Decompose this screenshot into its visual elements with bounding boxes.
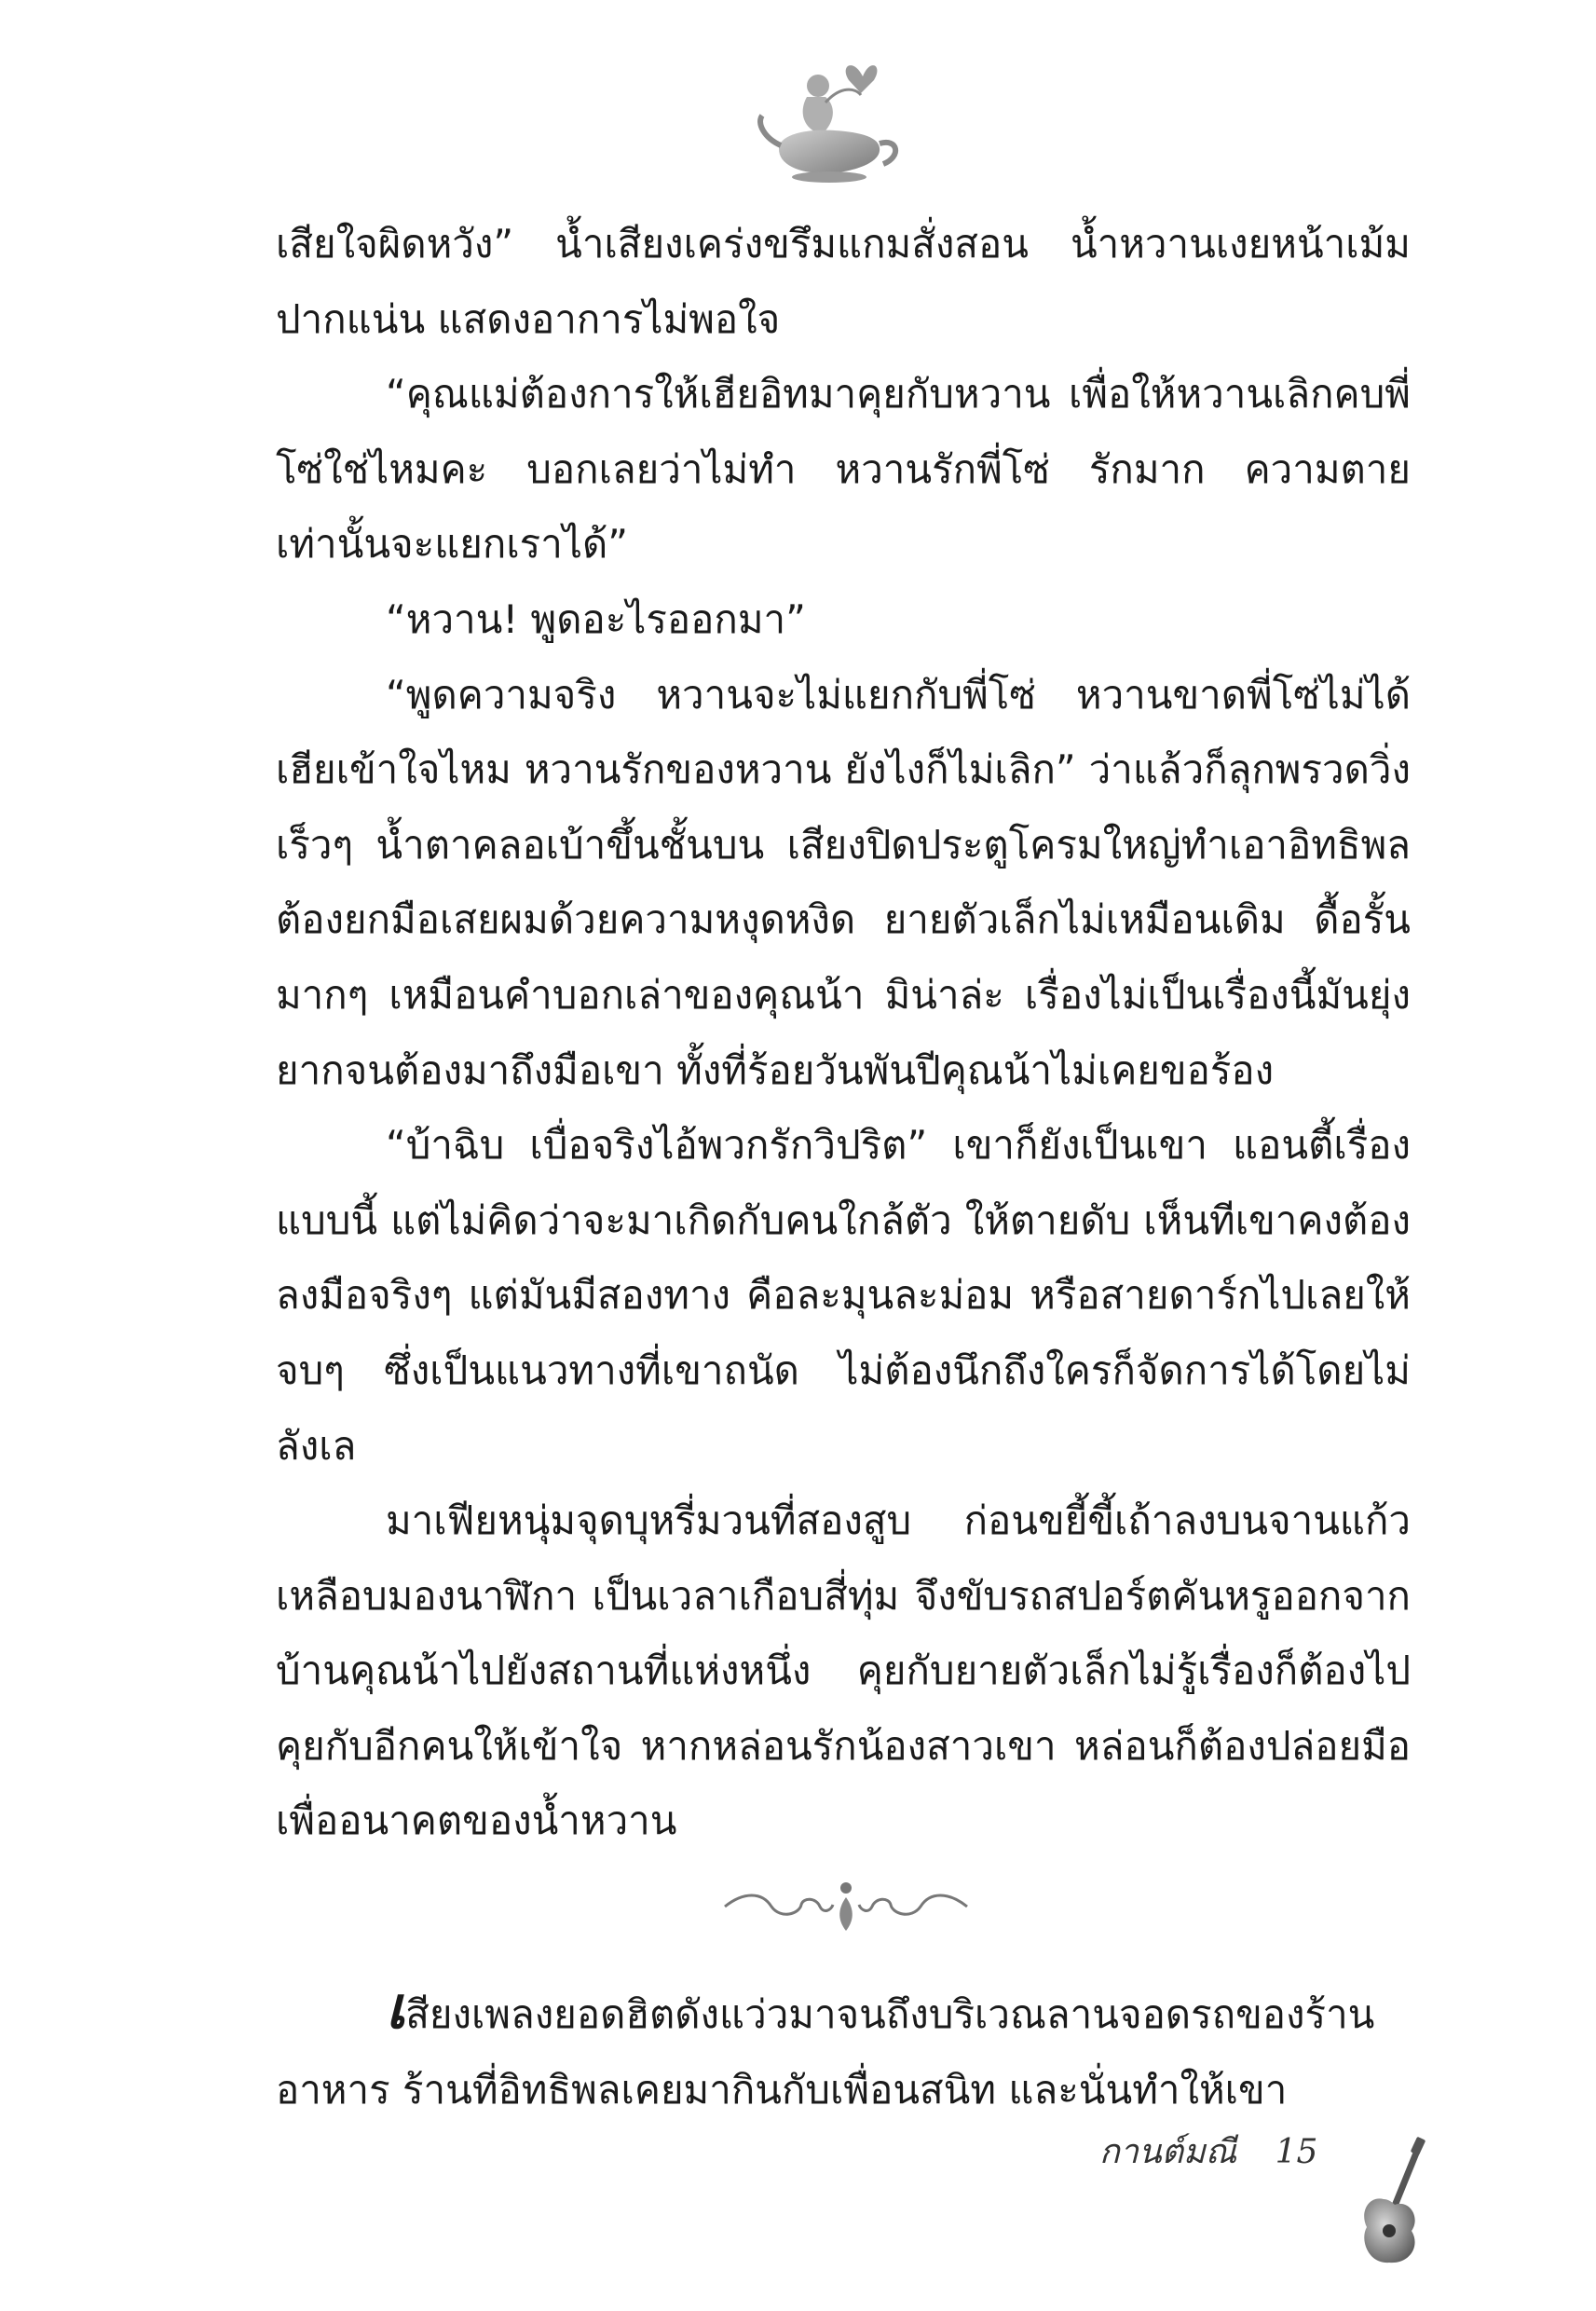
- paragraph-5: “บ้าฉิบ เบื่อจริงไอ้พวกรักวิปริต” เขาก็ยังเป็นเขา แอนตี้เรื่องแบบนี้ แต่ไม่คิดว่าจะมาเกิดกับคนใกล้ตัว ให้ตายดับ เห็นทีเขาคงต้องลงมือจริงๆ แต่มันมีสองทาง คือละมุนละม่อม หรือสายดาร์กไปเลยให้จบๆ ซึ่งเป็นแนวทางที่เขาถนัด ไม่ต้องนึกถึงใครก็จัดการได้โดยไม่ลังเล: [276, 1122, 1411, 1469]
- paragraph-2: “คุณแม่ต้องการให้เฮียอิทมาคุยกับหวาน เพื่อให้หวานเลิกคบพี่โซ่ใช่ไหมคะ บอกเลยว่าไม่ทำ หวานรักพี่โซ่ รักมาก ความตายเท่านั้นจะแยกเราได้”: [276, 371, 1411, 567]
- paragraph-6: มาเฟียหนุ่มจุดบุหรี่มวนที่สองสูบ ก่อนขยี้ขี้เถ้าลงบนจานแก้วเหลือบมองนาฬิกา เป็นเวลาเกือบสี่ทุ่ม จึงขับรถสปอร์ตคันหรูออกจากบ้านคุณน้าไปยังสถานที่แห่งหนึ่ง คุยกับยายตัวเล็กไม่รู้เรื่องก็ต้องไปคุยกับอีกคนให้เข้าใจ หากหล่อนรักน้องสาวเขา หล่อนก็ต้องปล่อยมือเพื่ออนาคตของน้ำหวาน: [276, 1497, 1411, 1844]
- section-2-body: สียงเพลงยอดฮิตดังแว่วมาจนถึงบริเวณลานจอดรถของร้านอาหาร ร้านที่อิทธิพลเคยมากินกับเพื่อนสนิท และนั่นทำให้เขา: [276, 1991, 1375, 2113]
- book-title: กานต์มณี: [1099, 2133, 1237, 2171]
- paragraph-4: “พูดความจริง หวานจะไม่แยกกับพี่โซ่ หวานขาดพี่โซ่ไม่ได้ เฮียเข้าใจไหม หวานรักของหวาน ยังไงก็ไม่เลิก” ว่าแล้วก็ลุกพรวดวิ่งเร็วๆ น้ำตาคลอเบ้าขึ้นชั้นบน เสียงปิดประตูโครมใหญ่ทำเอาอิทธิพลต้องยกมือเสยผมด้วยความหงุดหงิด ยายตัวเล็กไม่เหมือนเดิม ดื้อรั้นมากๆ เหมือนคำบอกเล่าของคุณน้า มิน่าล่ะ เรื่องไม่เป็นเรื่องนี้มันยุ่งยากจนต้องมาถึงมือเขา ทั้งที่ร้อยวันพันปีคุณน้าไม่เคยขอร้อง: [276, 671, 1411, 1093]
- page-footer: [1099, 2125, 1317, 2181]
- drop-cap: เ: [386, 1974, 406, 2042]
- paragraph-3: “หวาน! พูดอะไรออกมา”: [386, 595, 806, 642]
- teapot-cupid-ornament-icon: [751, 48, 909, 188]
- body-text: [276, 207, 1411, 1859]
- page-number: 15: [1275, 2133, 1318, 2171]
- guitar-icon: [1356, 2134, 1439, 2274]
- paragraph-1: เสียใจผิดหวัง” น้ำเสียงเคร่งขรึมแกมสั่งสอน น้ำหวานเงยหน้าเม้มปากแน่น แสดงอาการไม่พอใจ: [276, 221, 1411, 342]
- section-2-text: [276, 1974, 1411, 2127]
- scroll-divider-icon: [716, 1873, 976, 1938]
- section-2-paragraph: [276, 1974, 1411, 2127]
